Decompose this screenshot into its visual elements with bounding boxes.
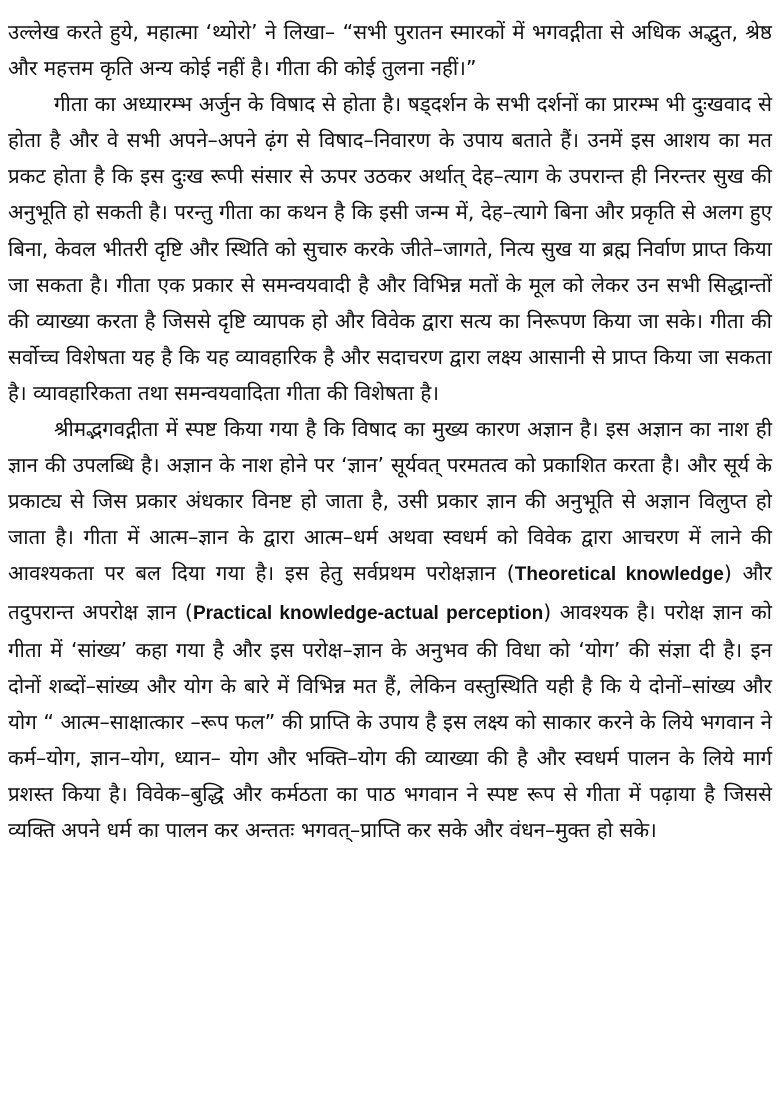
english-term-practical: Practical knowledge-actual perception [192,602,544,624]
paragraph-text: उल्लेख करते हुये, महात्मा ‘थ्योरो’ ने लिखा– “सभी पुरातन स्मारकों में भगवद्गीता से अधिक अद्भुत, श्रेष्ठ और महत्तम कृति अन्य कोई नहीं है। गीता की कोई तुलना नहीं।” [8,20,772,81]
english-term-theoretical: Theoretical knowledge [514,564,724,586]
paragraph-text: ) और तदुपरान्त अपरोक्ष ज्ञान ( [8,561,772,624]
paragraph-text: श्रीमद्भगवद्गीता में स्पष्ट किया गया है कि विषाद का मुख्य कारण अज्ञान है। इस अज्ञान का नाश ही ज्ञान की उपलब्धि है। अज्ञान के नाश होने पर ‘ज्ञान’ सूर्यवत् परमतत्व को प्रकाशित करता है। और सूर्य के प्रकाट्य से जिस प्रकार अंधकार विनष्ट हो जाता है, उसी प्रकार ज्ञान की अनुभूति से अज्ञान विलुप्त हो जाता है। गीता में आत्म–ज्ञान के द्वारा आत्म–धर्म अथवा स्वधर्म को विवेक द्वारा आचरण में लाने की आवश्यकता पर बल दिया गया है। इस हेतु सर्वप्रथम परोक्षज्ञान ( [8,417,772,586]
paragraph-ignorance-knowledge [8,411,772,848]
paragraph-quote-thoreau [8,14,772,86]
paragraph-text: ) आवश्यक है। परोक्ष ज्ञान को गीता में ‘सांख्य’ कहा गया है और इस परोक्ष–ज्ञान के अनुभव की विधा को ‘योग’ की संज्ञा दी है। इन दोनों शब्दों–सांख्य और योग के बारे में विभिन्न मत हैं, लेकिन वस्तुस्थिति यही है कि ये दोनों–सांख्य और योग “ आत्म–साक्षात्कार –रूप फल” की प्राप्ति के उपाय है इस लक्ष्य को साकार करने के लिये भगवान ने कर्म–योग, ज्ञान–योग, ध्यान– योग और भक्ति–योग की व्याख्या की है और स्वधर्म पालन के लिये मार्ग प्रशस्त किया है। विवेक–बुद्धि और कर्मठता का पाठ भगवान ने स्पष्ट रूप से गीता में पढ़ाया है जिससे व्यक्ति अपने धर्म का पालन कर अन्ततः भगवत्–प्राप्ति कर सके और वंधन–मुक्त हो सके। [8,599,772,843]
paragraph-gita-beginning [8,86,772,411]
paragraph-text: गीता का अध्यारम्भ अर्जुन के विषाद से होता है। षड्दर्शन के सभी दर्शनों का प्रारम्भ भी दुःखवाद से होता है और वे सभी अपने–अपने ढ़ंग से विषाद–निवारण के उपाय बताते हैं। उनमें इस आशय का मत प्रकट होता है कि इस दुःख रूपी संसार से ऊपर उठकर अर्थात् देह–त्याग के उपरान्त ही निरन्तर सुख की अनुभूति हो सकती है। परन्तु गीता का कथन है कि इसी जन्म में, देह–त्यागे बिना और प्रकृति से अलग हुए बिना, केवल भीतरी दृष्टि और स्थिति को सुचारु करके जीते–जागते, नित्य सुख या ब्रह्म निर्वाण प्राप्त किया जा सकता है। गीता एक प्रकार से समन्वयवादी है और विभिन्न मतों के मूल को लेकर उन सभी सिद्धान्तों की व्याख्या करता है जिससे दृष्टि व्यापक हो और विवेक द्वारा सत्य का निरूपण किया जा सके। गीता की सर्वोच्च विशेषता यह है कि यह व्यावहारिक है और सदाचरण द्वारा लक्ष्य आसानी से प्राप्त किया जा सकता है। व्यावहारिकता तथा समन्वयवादिता गीता की विशेषता है। [8,92,772,405]
